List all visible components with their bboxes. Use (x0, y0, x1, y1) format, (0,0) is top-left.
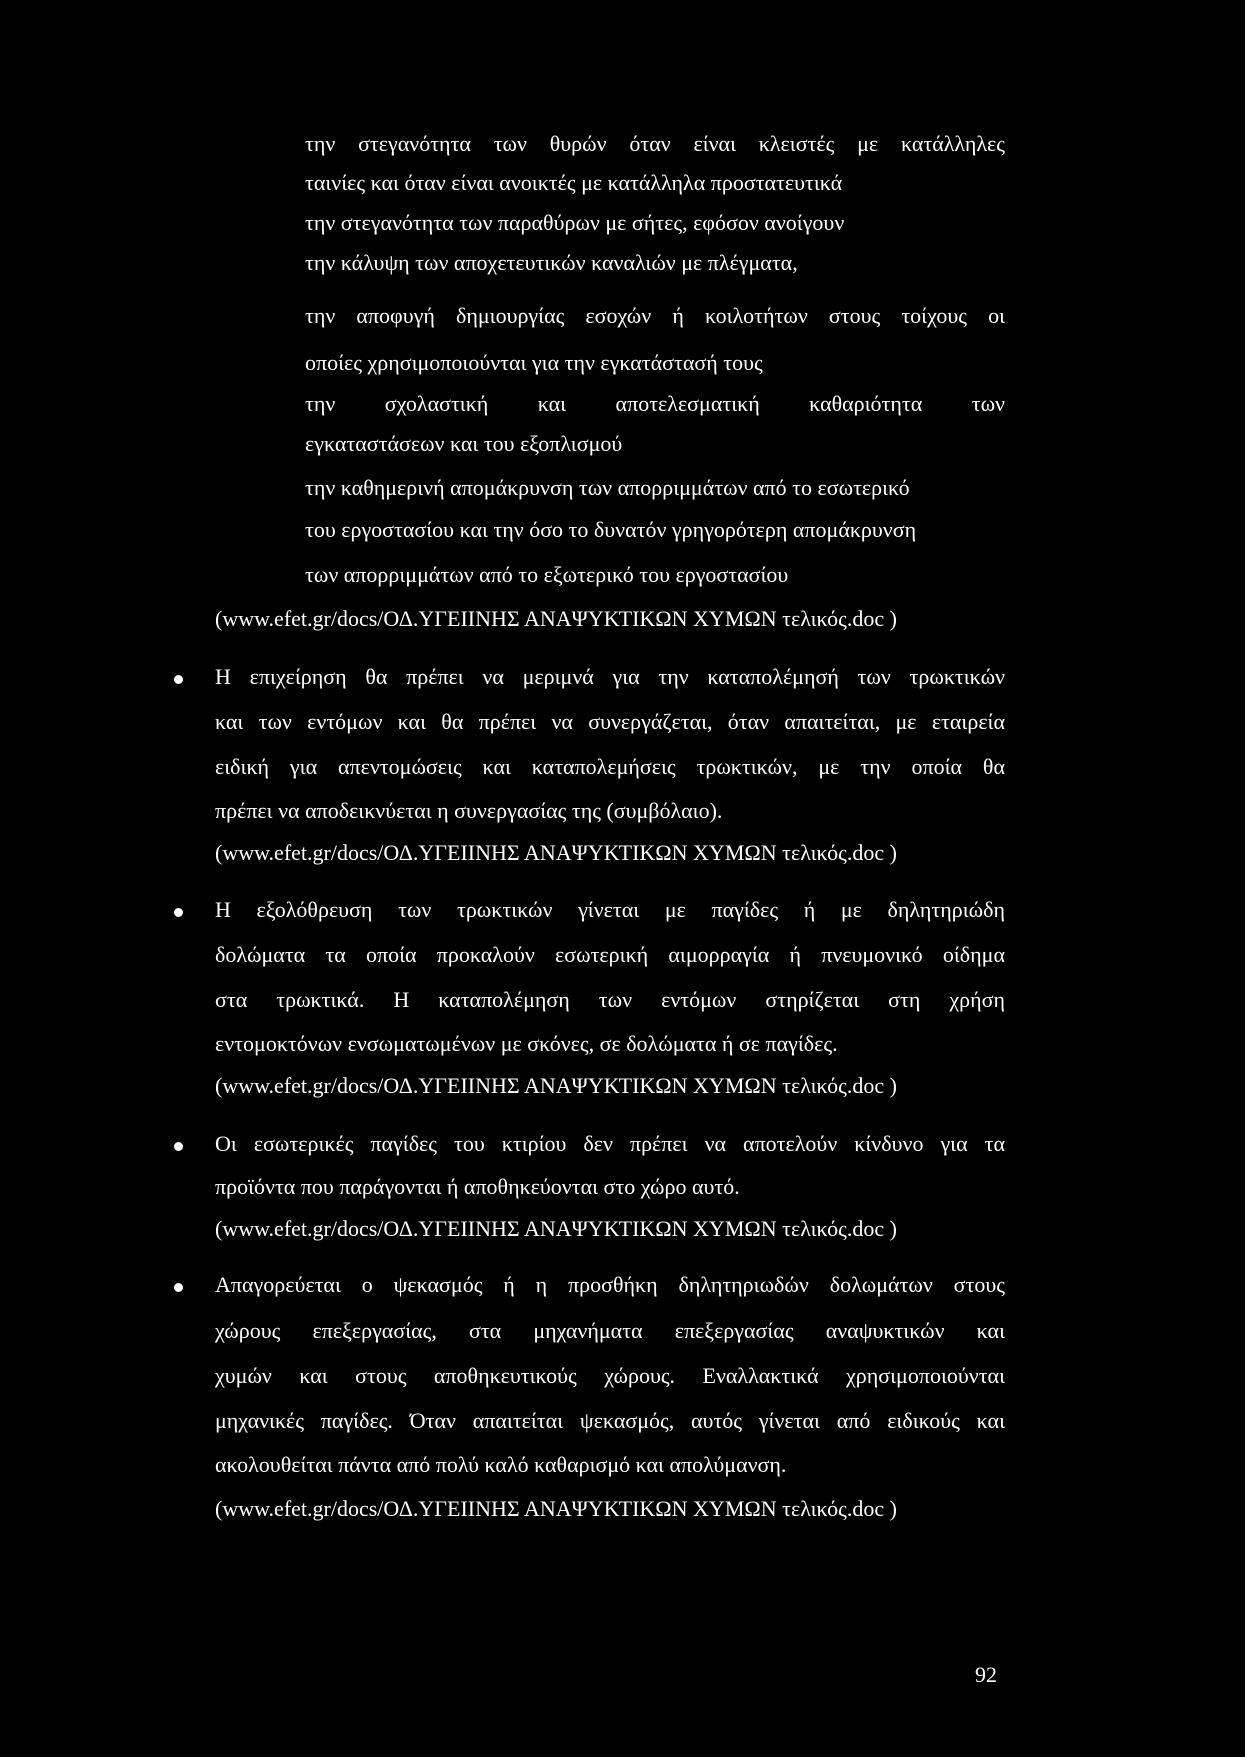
text-line: ακολουθείται πάντα από πολύ καλό καθαρισμό και απολύμανση. (215, 1452, 787, 1477)
source-reference: (www.efet.gr/docs/ΟΔ.ΥΓΕΙΙΝΗΣ ΑΝΑΨΥΚΤΙΚΩΝ ΧΥΜΩΝ τελικός.doc ) (215, 1073, 897, 1098)
bullet-dot-icon (174, 675, 183, 684)
text-line: των απορριμμάτων από το εξωτερικό του εργοστασίου (305, 562, 789, 587)
source-reference: (www.efet.gr/docs/ΟΔ.ΥΓΕΙΙΝΗΣ ΑΝΑΨΥΚΤΙΚΩΝ ΧΥΜΩΝ τελικός.doc ) (215, 1496, 897, 1521)
text-line: χώρους επεξεργασίας, στα μηχανήματα επεξεργασίας αναψυκτικών και (215, 1318, 1005, 1343)
bullet-dot-icon (174, 1283, 183, 1292)
bullet-dot-icon (174, 908, 183, 917)
text-line: εγκαταστάσεων και του εξοπλισμού (305, 431, 623, 456)
text-line: ταινίες και όταν είναι ανοικτές με κατάλληλα προστατευτικά (305, 170, 843, 195)
page-number: 92 (975, 1662, 997, 1687)
text-line: εντομοκτόνων ενσωματωμένων με σκόνες, σε δολώματα ή σε παγίδες. (215, 1031, 838, 1056)
text-line: και των εντόμων και θα πρέπει να συνεργάζεται, όταν απαιτείται, με εταιρεία (215, 709, 1005, 734)
text-line: Η εξολόθρευση των τρωκτικών γίνεται με παγίδες ή με δηλητηριώδη (215, 897, 1005, 922)
text-line: την κάλυψη των αποχετευτικών καναλιών με πλέγματα, (305, 250, 798, 275)
text-line: Οι εσωτερικές παγίδες του κτιρίου δεν πρέπει να αποτελούν κίνδυνο για τα (215, 1131, 1005, 1156)
source-reference: (www.efet.gr/docs/ΟΔ.ΥΓΕΙΙΝΗΣ ΑΝΑΨΥΚΤΙΚΩΝ ΧΥΜΩΝ τελικός.doc ) (215, 840, 897, 865)
text-line: του εργοστασίου και την όσο το δυνατόν γρηγορότερη απομάκρυνση (305, 517, 917, 542)
text-line: χυμών και στους αποθηκευτικούς χώρους. Εναλλακτικά χρησιμοποιούνται (215, 1363, 1005, 1388)
text-line: προϊόντα που παράγονται ή αποθηκεύονται στο χώρο αυτό. (215, 1174, 740, 1199)
text-line: ειδική για απεντομώσεις και καταπολεμήσεις τρωκτικών, με την οποία θα (215, 754, 1005, 779)
text-line: Η επιχείρηση θα πρέπει να μεριμνά για την καταπολέμησή των τρωκτικών (215, 664, 1005, 689)
text-line: πρέπει να αποδεικνύεται η συνεργασίας της (συμβόλαιο). (215, 798, 723, 823)
text-line: την στεγανότητα των παραθύρων με σήτες, εφόσον ανοίγουν (305, 210, 845, 235)
text-line: την καθημερινή απομάκρυνση των απορριμμάτων από το εσωτερικό (305, 475, 910, 500)
text-line: στα τρωκτικά. Η καταπολέμηση των εντόμων στηρίζεται στη χρήση (215, 987, 1005, 1012)
text-line: την αποφυγή δημιουργίας εσοχών ή κοιλοτήτων στους τοίχους οι (305, 303, 1005, 328)
source-reference: (www.efet.gr/docs/ΟΔ.ΥΓΕΙΙΝΗΣ ΑΝΑΨΥΚΤΙΚΩΝ ΧΥΜΩΝ τελικός.doc ) (215, 606, 897, 631)
text-line: την στεγανότητα των θυρών όταν είναι κλειστές με κατάλληλες (305, 131, 1005, 156)
text-line: μηχανικές παγίδες. Όταν απαιτείται ψεκασμός, αυτός γίνεται από ειδικούς και (215, 1408, 1005, 1433)
text-line: την σχολαστική και αποτελεσματική καθαριότητα των (305, 391, 1005, 416)
text-line: Απαγορεύεται ο ψεκασμός ή η προσθήκη δηλητηριωδών δολωμάτων στους (215, 1272, 1005, 1297)
text-line: δολώματα τα οποία προκαλούν εσωτερική αιμορραγία ή πνευμονικό οίδημα (215, 942, 1005, 967)
bullet-dot-icon (174, 1142, 183, 1151)
text-line: οποίες χρησιμοποιούνται για την εγκατάστασή τους (305, 350, 763, 375)
source-reference: (www.efet.gr/docs/ΟΔ.ΥΓΕΙΙΝΗΣ ΑΝΑΨΥΚΤΙΚΩΝ ΧΥΜΩΝ τελικός.doc ) (215, 1216, 897, 1241)
